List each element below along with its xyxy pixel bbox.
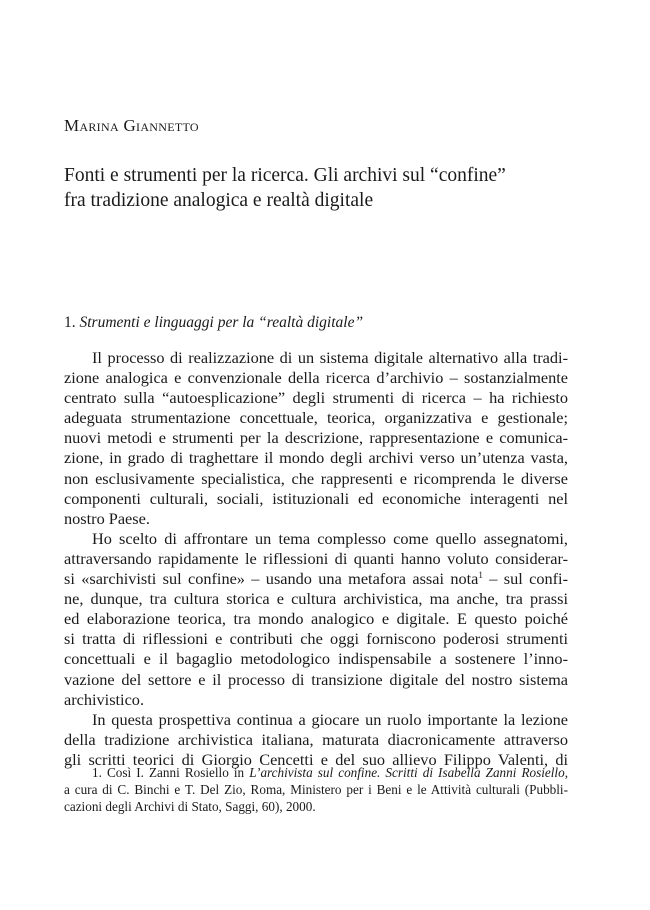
footnote-fragment: 1. Così I. Zanni Rosiello in	[92, 765, 250, 780]
text-fragment: – sul confi-	[482, 569, 568, 589]
text-line: ed elaborazione teorica, tra mondo analogico e digitale. E questo poiché	[64, 609, 568, 629]
title-line: fra tradizione analogica e realtà digitale	[64, 190, 374, 211]
text-line: componenti culturali, sociali, istituzionali ed economiche interagenti nel	[64, 488, 568, 508]
footnote-ref: 1	[478, 570, 483, 581]
footnote-fragment: ,	[564, 765, 568, 780]
text-line: centrato sulla “autoesplicazione” degli strumenti di ricerca – ha richiesto	[64, 388, 568, 408]
text-line: zione analogica e convenzionale della ricerca d’archivio – sostanzialmente	[64, 368, 568, 388]
footnote	[64, 764, 568, 816]
text-line: zione, in grado di traghettare il mondo degli archivi verso un’utenza vasta,	[64, 448, 568, 468]
text-line: nostro Paese.	[64, 508, 150, 528]
text-line: adeguata strumentazione concettuale, teorica, organizzativa e gestionale;	[64, 408, 568, 428]
footnote-line: a cura di C. Binchi e T. Del Zio, Roma, Ministero per i Beni e le Attività culturali (Pubbli-	[64, 782, 568, 798]
text-line: gli scritti teorici di Giorgio Cencetti e del suo allievo Filippo Valenti, di	[64, 749, 568, 769]
title-line: Fonti e strumenti per la ricerca. Gli archivi sul “confine”	[64, 165, 506, 186]
text-line-with-note	[64, 569, 568, 589]
text-line: Ho scelto di affrontare un tema complesso come quello assegnatomi,	[92, 528, 568, 548]
text-line: nuovi metodi e strumenti per la descrizione, rappresentazione e comunica-	[64, 428, 568, 448]
section-title: Strumenti e linguaggi per la “realtà digitale”	[79, 314, 364, 331]
footnote-book-title: L’archivista sul confine. Scritti di Isabella Zanni Rosiello	[249, 765, 565, 780]
footnote-line	[64, 764, 568, 781]
text-line: concettuali e il bagaglio metodologico indispensabile a sostenere l’inno-	[64, 649, 568, 669]
footnote-line: cazioni degli Archivi di Stato, Saggi, 60), 2000.	[64, 799, 316, 815]
text-line: archivistico.	[64, 689, 145, 709]
section-number: 1.	[64, 314, 76, 331]
article-title	[64, 163, 604, 213]
text-line: ne, dunque, tra cultura storica e cultura archivistica, ma anche, tra prassi	[64, 589, 568, 609]
text-fragment: si «sarchivisti sul confine» – usando una metafora assai nota	[64, 569, 479, 589]
author-name: Marina Giannetto	[64, 116, 199, 135]
text-line: Il processo di realizzazione di un sistema digitale alternativo alla tradi-	[92, 348, 568, 367]
text-line: della tradizione archivistica italiana, maturata diacronicamente attraverso	[64, 729, 568, 749]
text-line: vazione del settore e il processo di transizione digitale del nostro sistema	[64, 669, 568, 689]
text-line: In questa prospettiva continua a giocare un ruolo importante la lezione	[92, 709, 568, 729]
text-line: attraversando rapidamente le riflessioni di quanti hanno voluto considerar-	[64, 548, 568, 568]
body-text	[64, 348, 568, 770]
text-line: si tratta di riflessioni e contributi che oggi forniscono poderosi strumenti	[64, 629, 568, 649]
section-heading	[64, 314, 363, 332]
text-line: non esclusivamente specialistica, che rappresenti e ricomprenda le diverse	[64, 468, 568, 488]
